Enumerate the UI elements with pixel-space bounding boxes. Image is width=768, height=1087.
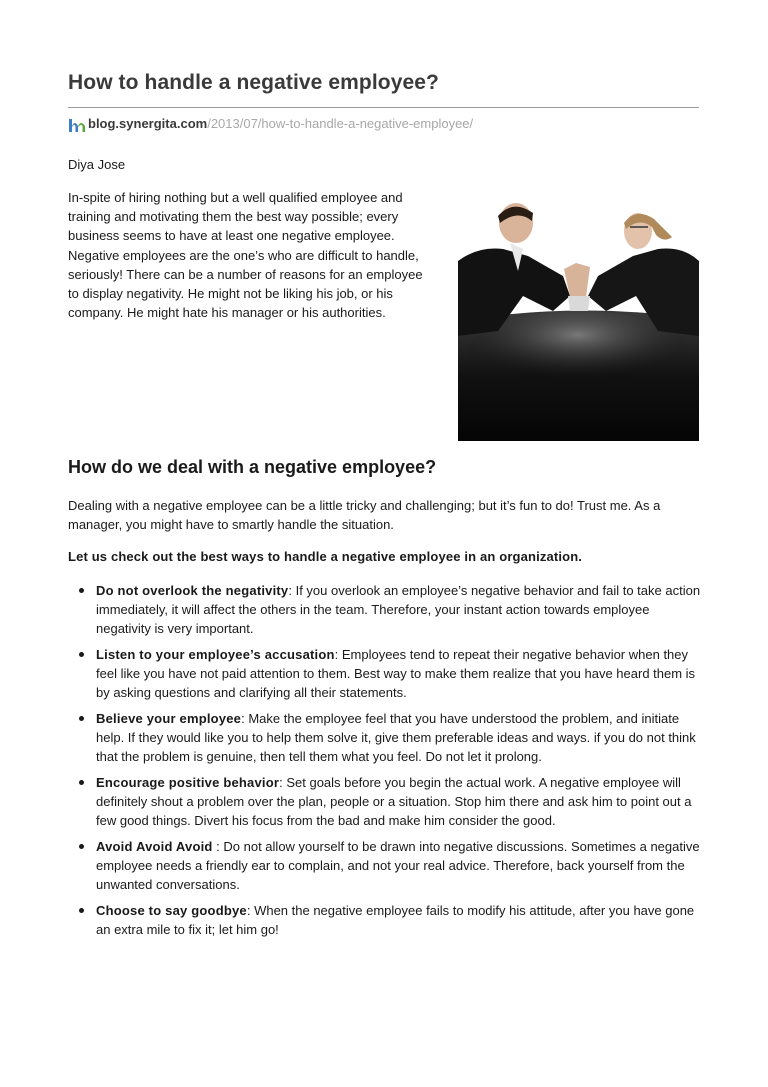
list-item-term: Listen to your employee’s accusation bbox=[96, 647, 335, 662]
list-item-term: Choose to say goodbye bbox=[96, 903, 247, 918]
source-link[interactable] bbox=[68, 115, 473, 133]
title-divider bbox=[68, 107, 699, 108]
list-item-term: Encourage positive behavior bbox=[96, 775, 280, 790]
bullet-icon bbox=[79, 652, 84, 657]
section-lead: Let us check out the best ways to handle a negative employee in an organization. bbox=[68, 549, 583, 564]
synergita-logo-icon bbox=[68, 117, 86, 133]
author-name: Diya Jose bbox=[68, 157, 126, 172]
source-domain: blog.synergita.com bbox=[88, 116, 208, 131]
source-path: /2013/07/how-to-handle-a-negative-employee/ bbox=[207, 116, 474, 131]
list-item bbox=[68, 837, 703, 894]
list-item bbox=[68, 901, 703, 939]
bullet-icon bbox=[79, 844, 84, 849]
list-item-text: : Make the employee feel that you have understood the problem, and initiate help. If they would like you to help them solve it, give them preferable ideas and ways. if you do not think that the problem is genuine, then tell them what you feel. Do not let it prolong. bbox=[96, 711, 696, 764]
article-title: How to handle a negative employee? bbox=[68, 71, 439, 94]
section-paragraph: Dealing with a negative employee can be a little tricky and challenging; but it’s fun to do! Trust me. As a manager, you might have to smartly handle the situation. bbox=[68, 498, 661, 533]
bullet-icon bbox=[79, 716, 84, 721]
list-item-text: : Employees tend to repeat their negative behavior when they feel like you have not paid attention to them. Best way to make them realize that you have heard them is by asking questions and clarifying all their statements. bbox=[96, 647, 696, 700]
tips-list bbox=[68, 581, 703, 946]
bullet-icon bbox=[79, 588, 84, 593]
list-item-text: : Do not allow yourself to be drawn into negative discussions. Sometimes a negative employee needs a friendly ear to complain, and not your real advice. Therefore, back yourself from the unwanted conversations. bbox=[96, 839, 700, 892]
list-item-text: : If you overlook an employee’s negative behavior and fail to take action immediately, it will affect the others in the team. Therefore, your instant action towards employee negativity is very important. bbox=[96, 583, 701, 636]
list-item-term: Avoid Avoid Avoid bbox=[96, 839, 213, 854]
section-heading: How do we deal with a negative employee? bbox=[68, 457, 437, 477]
list-item bbox=[68, 709, 703, 766]
arm-wrestling-photo bbox=[458, 201, 699, 441]
list-item-text: : When the negative employee fails to modify his attitude, after you have gone an extra mile to fix it; let him go! bbox=[96, 903, 695, 937]
list-item-text: : Set goals before you begin the actual work. A negative employee will definitely shout a problem over the plan, people or a situation. Stop him there and ask him to point out a few good things. Divert his focus from the bad and make him consider the good. bbox=[96, 775, 692, 828]
list-item-term: Believe your employee bbox=[96, 711, 242, 726]
intro-paragraph: In-spite of hiring nothing but a well qualified employee and training and motivating them the best way possible; every business seems to have at least one negative employee. Negative employees are the one’s who are difficult to handle, seriously! There can be a number of reasons for an employee to display negativity. He might not be liking his job, or his company. He might hate his manager or his authorities. bbox=[68, 190, 423, 321]
bullet-icon bbox=[79, 908, 84, 913]
list-item-term: Do not overlook the negativity bbox=[96, 583, 289, 598]
list-item bbox=[68, 645, 703, 702]
bullet-icon bbox=[79, 780, 84, 785]
list-item bbox=[68, 773, 703, 830]
arm-wrestling-illustration bbox=[458, 201, 699, 441]
list-item bbox=[68, 581, 703, 638]
